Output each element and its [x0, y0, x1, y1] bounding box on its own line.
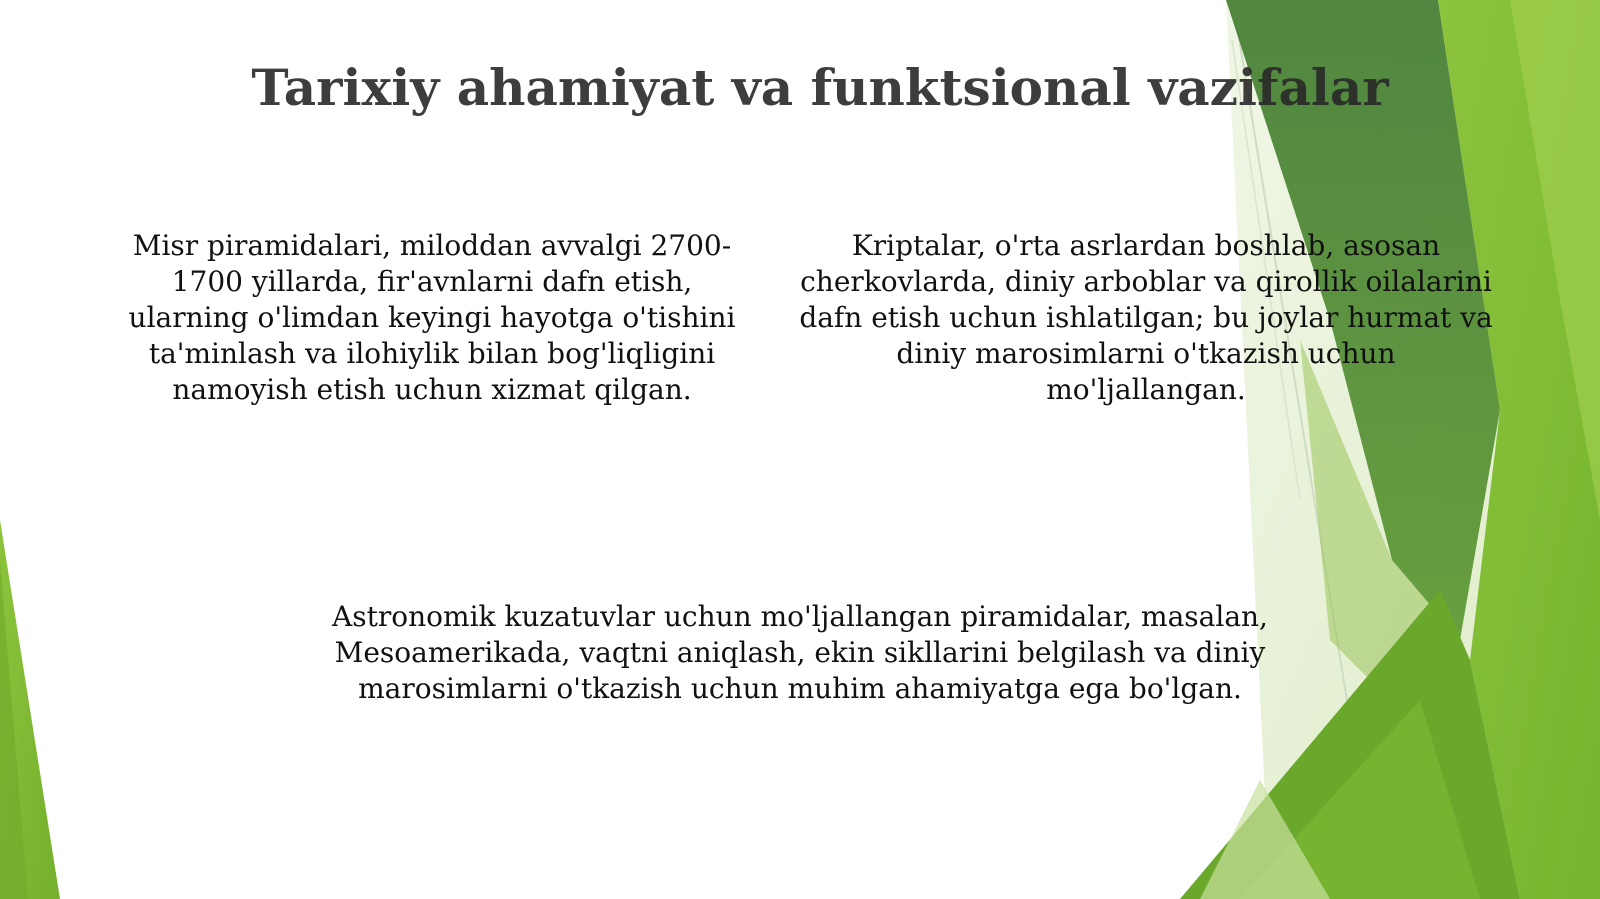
right-paragraph: Kriptalar, o'rta asrlardan boshlab, asosan cherkovlarda, diniy arboblar va qirollik oilalarini dafn etish uchun ishlatilgan; bu joylar hurmat va diniy marosimlarni o'tkazish uchun mo'ljallangan.	[799, 229, 1493, 406]
bottom-paragraph: Astronomik kuzatuvlar uchun mo'ljallangan piramidalar, masalan, Mesoamerikada, vaqtni aniqlash, ekin sikllarini belgilash va diniy marosimlarni o'tkazish uchun muhim ahamiyatga ega bo'lgan.	[332, 600, 1268, 705]
slide-title: Tarixiy ahamiyat va funktsional vazifalar	[251, 58, 1389, 117]
left-paragraph: Misr piramidalari, miloddan avvalgi 2700-1700 yillarda, fir'avnlarni dafn etish, ularning o'limdan keyingi hayotga o'tishini ta'minlash va ilohiylik bilan bog'liqligini namoyish etish uchun xizmat qilgan.	[128, 229, 736, 406]
